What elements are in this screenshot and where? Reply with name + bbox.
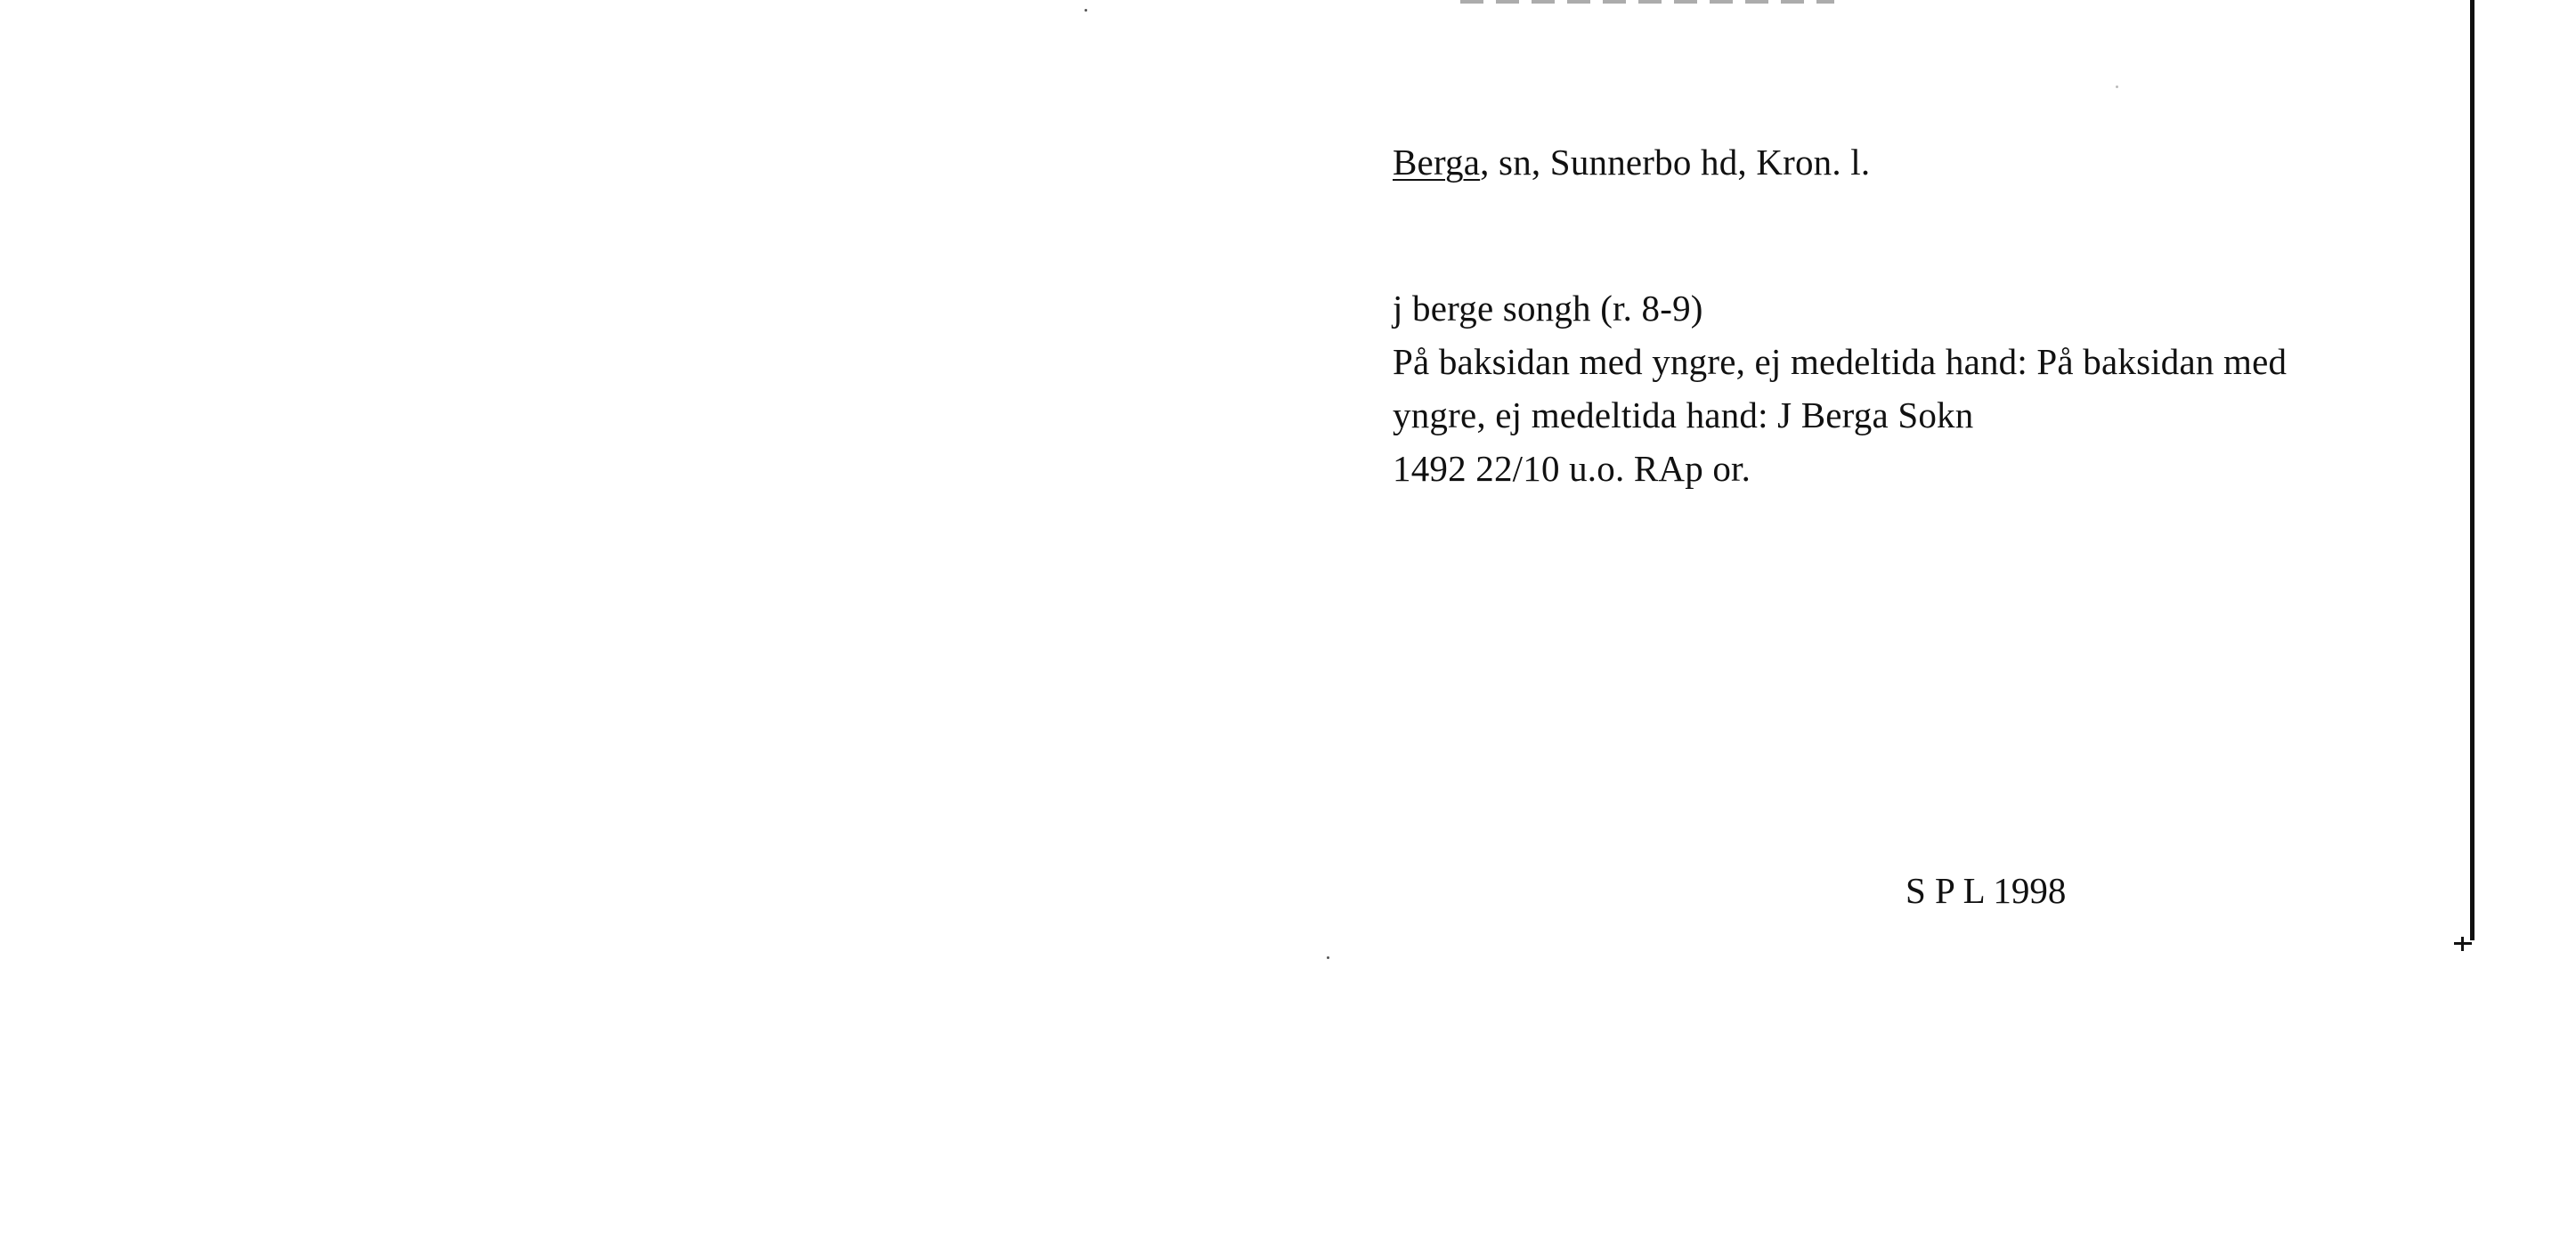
- heading-details: , sn, Sunnerbo hd, Kron. l.: [1480, 142, 1871, 183]
- body-line: 1492 22/10 u.o. RAp or.: [1393, 448, 1751, 489]
- scan-speck: [2116, 85, 2118, 88]
- scan-speck: [1085, 9, 1087, 12]
- signature-line: S P L 1998: [1906, 870, 2067, 911]
- card-corner-tick: [2461, 937, 2464, 951]
- entry-heading: [1393, 135, 1870, 189]
- scan-speck: [1327, 956, 1329, 959]
- body-line: j berge songh (r. 8-9): [1393, 288, 1703, 329]
- body-line: yngre, ej medeltida hand: J Berga Sokn: [1393, 394, 1974, 435]
- card-right-border: [2470, 0, 2474, 940]
- entry-body: [1393, 281, 2287, 495]
- top-edge-marks: [1460, 0, 1834, 4]
- body-line: På baksidan med yngre, ej medeltida hand: På baksidan med: [1393, 341, 2288, 382]
- place-name: Berga: [1393, 142, 1481, 183]
